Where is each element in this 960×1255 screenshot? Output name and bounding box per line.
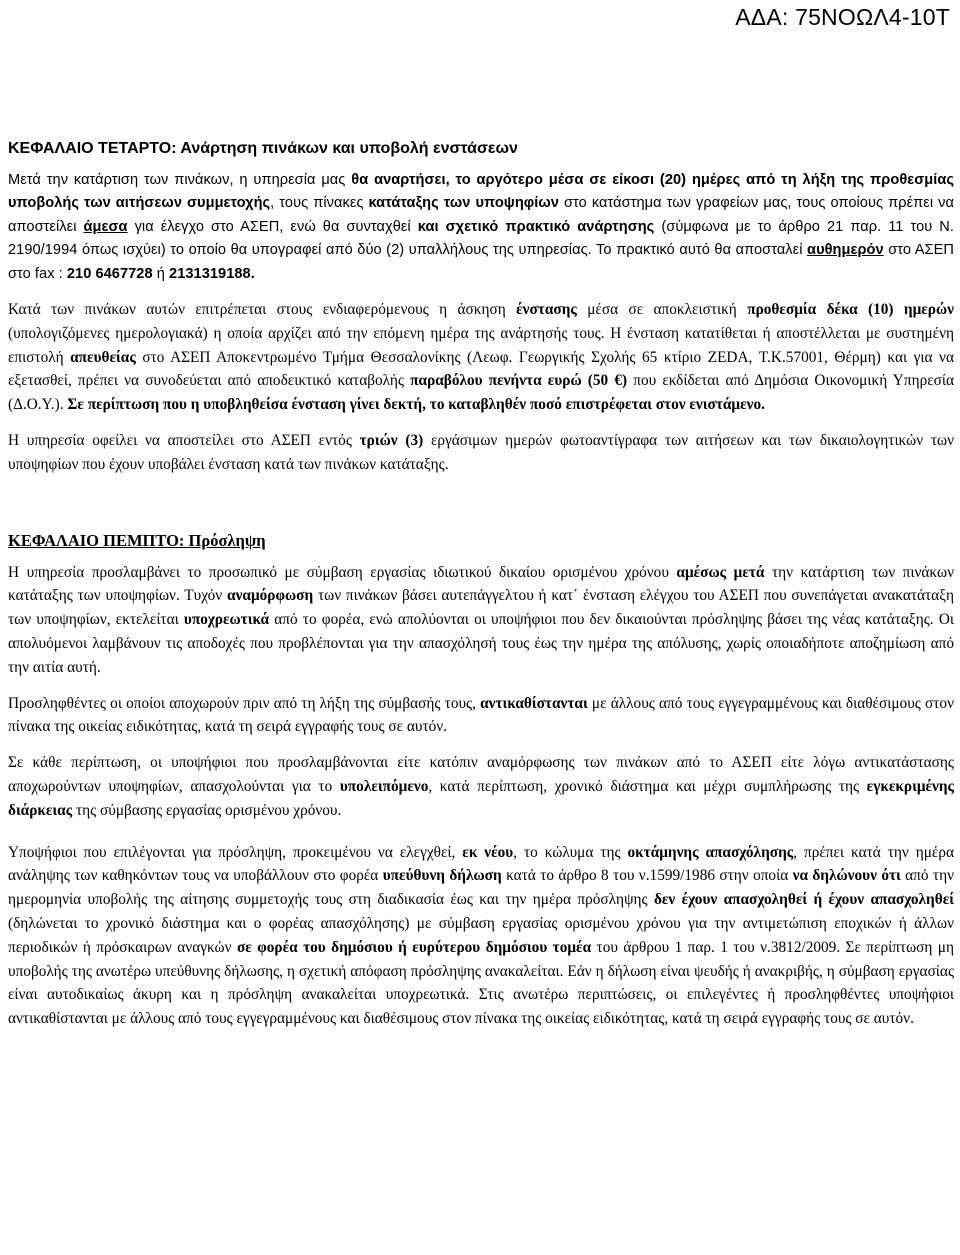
text-run: την κατάρτιση των πινάκων κατάταξης των υποψηφίων. Τυχόν bbox=[8, 563, 954, 605]
emphasized-text: και σχετικό πρακτικό ανάρτησης bbox=[417, 218, 655, 235]
chapter-4-paragraph-3 bbox=[8, 429, 954, 477]
text-run: Η υπηρεσία προσλαμβάνει το προσωπικό με σύμβαση εργασίας ιδιωτικού δικαίου ορισμένου χρόνου bbox=[8, 563, 677, 581]
text-run: , κατά περίπτωση, χρονικό διάστημα και μέχρι συμπλήρωσης της bbox=[428, 777, 867, 795]
emphasized-text: εγκεκριμένης διάρκειας bbox=[8, 777, 954, 819]
emphasized-text: να δηλώνουν ότι bbox=[792, 867, 901, 885]
emphasized-text: αμέσως μετά bbox=[676, 563, 765, 581]
chapter-5-paragraph-4 bbox=[8, 841, 954, 1031]
text-run: με άλλους από τους εγγεγραμμένους και διαθέσιμους στον πίνακα της οικείας ειδικότητας, κατά τη σειρά εγγραφής τους σε αυτόν. bbox=[8, 694, 954, 736]
chapter-4-paragraph-2 bbox=[8, 298, 954, 417]
text-run: μέσα σε αποκλειστική bbox=[576, 301, 748, 319]
text-run: Υποψήφιοι που επιλέγονται για πρόσληψη, προκειμένου να ελεγχθεί, bbox=[8, 843, 463, 861]
emphasized-text: αναμόρφωση bbox=[227, 587, 314, 605]
emphasized-text: άμεσα bbox=[83, 218, 128, 235]
text-run: από την ημερομηνία υποβολής της αίτησης συμμετοχής τους στη διαδικασία έως και την ημέρα πρόσληψης bbox=[8, 867, 954, 909]
text-run: (δηλώνεται το χρονικό διάστημα και ο φορέας απασχόλησης) με σύμβαση εργασίας ορισμένου χρόνου για την αντιμετώπιση εποχικών ή άλλων περιοδικών ή πρόσκαιρων αναγκών bbox=[8, 914, 954, 956]
emphasized-text: τριών (3) bbox=[359, 432, 424, 450]
emphasized-text: 2131319188. bbox=[169, 265, 255, 282]
text-run: Μετά την κατάρτιση των πινάκων, η υπηρεσία μας bbox=[8, 172, 352, 188]
chapter-4-paragraph-1 bbox=[8, 169, 954, 286]
emphasized-text: προθεσμία δέκα (10) ημερών bbox=[747, 301, 955, 319]
text-run: κατά το άρθρο 8 του ν.1599/1986 στην οποία bbox=[501, 867, 793, 885]
text-run: (υπολογιζόμενες ημερολογιακά) η οποία αρχίζει από την επόμενη ημέρα της ανάρτησής τους. Η ένσταση κατατίθεται ή αποστέλλεται με συστημένη επιστολή bbox=[8, 324, 954, 366]
chapter-4-title: ΚΕΦΑΛΑΙΟ ΤΕΤΑΡΤΟ: Ανάρτηση πινάκων και υποβολή ενστάσεων bbox=[8, 140, 518, 157]
emphasized-text: θα αναρτήσει, το αργότερο μέσα σε είκοσι (20) ημέρες από τη λήξη της προθεσμίας υποβολής των αιτήσεων συμμετοχής bbox=[8, 172, 955, 212]
text-run: του άρθρου 1 παρ. 1 του ν.3812/2009. Σε περίπτωση μη υποβολής της ανωτέρω υπεύθυνης δήλωσης, η σχετική απόφαση πρόσληψης ανακαλείται. Εάν η δήλωση είναι ψευδής ή ανακριβής, η σύμβαση εργασίας είναι αυτοδικαίως άκυρη και η πρόσληψη ανακαλείται υποχρεωτικά. Στις ανωτέρω περιπτώσεις, οι επιλεγέντες ή προσληφθέντες υποψήφιοι αντικαθίστανται με άλλους από τους εγγεγραμμένους και διαθέσιμους στον πίνακα της οικείας ειδικότητας, κατά τη σειρά εγγραφής τους σε αυτόν. bbox=[8, 938, 955, 1028]
text-run: Η υπηρεσία οφείλει να αποστείλει στο ΑΣΕΠ εντός bbox=[8, 432, 360, 450]
chapter-5-paragraph-3 bbox=[8, 751, 954, 822]
text-run: Σε κάθε περίπτωση, οι υποψήφιοι που προσλαμβάνονται είτε κατόπιν αναμόρφωσης των πινάκων από το ΑΣΕΠ είτε λόγω αντικατάστασης αποχωρούντων υποψηφίων, απασχολούνται για το bbox=[8, 754, 954, 795]
text-run: για έλεγχο στο ΑΣΕΠ, ενώ θα συνταχθεί bbox=[127, 218, 418, 235]
text-run: στο ΑΣΕΠ στο fax : bbox=[8, 242, 955, 282]
text-run: που εκδίδεται από Δημόσια Οικονομική Υπηρεσία (Δ.Ο.Υ.). bbox=[8, 372, 954, 414]
ada-code: ΑΔΑ: 75ΝΟΩΛ4-10Τ bbox=[735, 4, 950, 30]
text-run: Προσληφθέντες οι οποίοι αποχωρούν πριν από τη λήξη της σύμβασής τους, bbox=[8, 694, 481, 712]
text-run: από το φορέα, ενώ απολύονται οι υποψήφιοι που δεν δικαιούνται πρόσληψης βάσει της νέας κατάταξης. Οι απολυόμενοι λαμβάνουν τις αποδοχές που προβλέπονται για την απασχόλησή τους έως την ημέρα της απόλυσης, χωρίς οποιαδήποτε αποζημίωση από την αιτία αυτή. bbox=[8, 611, 954, 676]
text-run: της σύμβασης εργασίας ορισμένου χρόνου. bbox=[72, 801, 342, 819]
emphasized-text: δεν έχουν απασχοληθεί ή έχουν απασχοληθεί bbox=[653, 891, 954, 909]
chapter-5-title: ΚΕΦΑΛΑΙΟ ΠΕΜΠΤΟ: Πρόσληψη bbox=[8, 530, 266, 550]
emphasized-text: σε φορέα του δημόσιου ή ευρύτερου δημόσιου τομέα bbox=[236, 938, 592, 956]
emphasized-text: αντικαθίστανται bbox=[480, 694, 588, 712]
document-body bbox=[8, 138, 954, 1031]
emphasized-text: υποχρεωτικά bbox=[183, 611, 270, 629]
emphasized-text: κατάταξης των υποψηφίων bbox=[368, 195, 559, 212]
emphasized-text: ένστασης bbox=[516, 301, 577, 319]
text-run: των πινάκων βάσει αυτεπάγγελτου ή κατ΄ ένσταση ελέγχου του ΑΣΕΠ που συνεπάγεται ανακατάταξη των υποψηφίων, εκτελείται bbox=[8, 587, 954, 629]
emphasized-text: απευθείας bbox=[70, 348, 136, 366]
emphasized-text: Σε περίπτωση που η υποβληθείσα ένσταση γίνει δεκτή, το καταβληθέν ποσό επιστρέφεται στον ενιστάμενο. bbox=[67, 396, 765, 414]
text-run: στο κατάστημα των γραφείων μας, τους οποίους πρέπει να αποστείλει bbox=[8, 195, 954, 235]
emphasized-text: υπεύθυνη δήλωση bbox=[382, 867, 502, 885]
chapter-5-paragraph-2 bbox=[8, 692, 954, 740]
text-run: Κατά των πινάκων αυτών επιτρέπεται στους ενδιαφερόμενους η άσκηση bbox=[8, 301, 517, 319]
text-run: , το κώλυμα της bbox=[513, 843, 628, 861]
emphasized-text: 210 6467728 bbox=[66, 265, 153, 282]
text-run: στο ΑΣΕΠ Αποκεντρωμένο Τμήμα Θεσσαλονίκης (Λεωφ. Γεωργικής Σχολής 65 κτίριο ZEDA, Τ.Κ.57001, Θέρμη) και για να εξετασθεί, πρέπει να συνοδεύεται από αποδεικτικό καταβολής bbox=[8, 348, 954, 390]
chapter-5-paragraph-1 bbox=[8, 561, 954, 680]
emphasized-text: παραβόλου πενήντα ευρώ (50 €) bbox=[410, 372, 628, 390]
text-run: εργάσιμων ημερών φωτοαντίγραφα των αιτήσεων και των δικαιολογητικών των υποψηφίων που έχουν υποβάλει ένσταση κατά των πινάκων κατάταξης. bbox=[8, 432, 954, 473]
emphasized-text: υπολειπόμενο bbox=[339, 777, 429, 795]
text-run: , πρέπει κατά την ημέρα ανάληψης των καθηκόντων τους να υποβάλλουν στο φορέα bbox=[8, 843, 955, 885]
text-run: ή bbox=[152, 265, 170, 282]
text-run: (σύμφωνα με το άρθρο 21 παρ. 11 του Ν. 2190/1994 όπως ισχύει) το οποίο θα υπογραφεί από δύο (2) υπαλλήλους της υπηρεσίας. Το πρακτικό αυτό θα αποσταλεί bbox=[8, 218, 955, 259]
emphasized-text: οκτάμηνης απασχόλησης bbox=[627, 843, 794, 861]
text-run: , τους πίνακες bbox=[270, 195, 369, 212]
emphasized-text: αυθημερόν bbox=[807, 242, 884, 259]
emphasized-text: εκ νέου bbox=[462, 843, 514, 861]
